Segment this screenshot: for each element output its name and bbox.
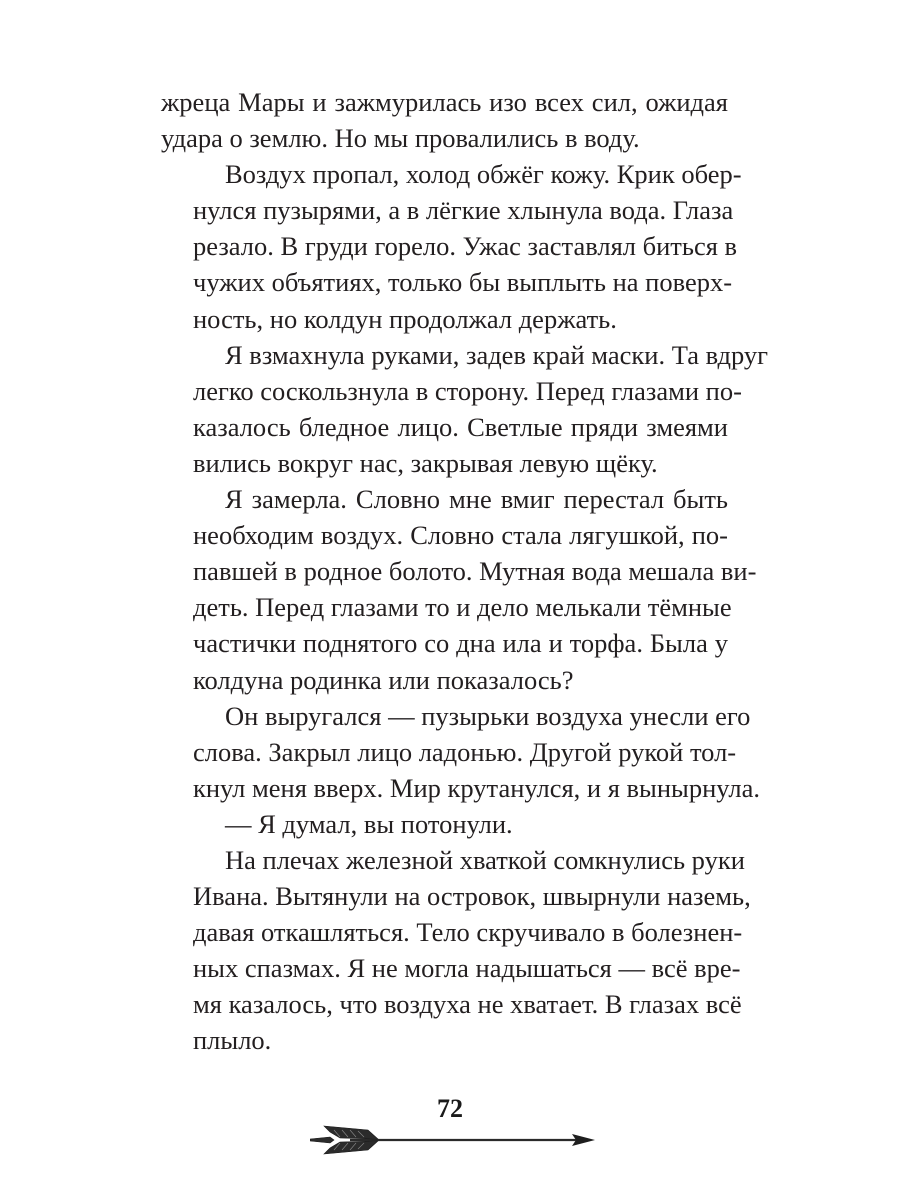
paragraph [161,84,728,156]
text-line: ность, но колдун продолжал держать. [193,303,617,334]
text-line: казалось бледное лицо. Светлые пряди змеями [193,411,728,442]
text-line: плыло. [193,1025,272,1056]
text-line: резало. В груди горело. Ужас заставлял биться в [193,231,738,262]
text-line: колдуна родинка или показалось? [193,664,574,695]
text-line: — Я думал, вы потонули. [225,808,513,839]
text-line: Ивана. Вытянули на островок, швырнули наземь, [193,881,751,912]
text-line: нулся пузырями, а в лёгкие хлынула вода. Глаза [193,195,734,226]
paragraph [161,481,757,698]
book-page-text [161,84,768,1059]
text-line: Я взмахнула руками, задев край маски. Та вдруг [225,339,768,370]
text-line: слова. Закрыл лицо ладонью. Другой рукой тол- [193,736,737,767]
text-line: удара о землю. Но мы провалились в воду. [161,123,640,154]
dialogue-paragraph [161,806,728,842]
text-line: Он выругался — пузырьки воздуха унесли его [225,700,751,731]
paragraph [161,698,760,806]
paragraph [161,337,768,481]
arrow-icon [310,1120,595,1160]
text-line: давая откашляться. Тело скручивало в болезнен- [193,917,743,948]
text-line: деть. Перед глазами то и дело мелькали тёмные [193,592,732,623]
text-line: легко соскользнула в сторону. Перед глазами по- [193,375,742,406]
text-line: необходим воздух. Словно стала лягушкой, по- [193,520,728,551]
text-line: кнул меня вверх. Мир крутанулся, и я вынырнула. [193,772,760,803]
text-line: вились вокруг нас, закрывая левую щёку. [193,447,658,478]
text-line: частички поднятого со дна ила и торфа. Была у [193,628,728,659]
text-line: Я замерла. Словно мне вмиг перестал быть [225,484,728,515]
text-line: На плечах железной хваткой сомкнулись руки [225,844,745,875]
page-number: 72 [437,1094,463,1123]
text-line: жреца Мары и зажмурилась изо всех сил, ожидая [161,87,728,117]
text-line: мя казалось, что воздуха не хватает. В глазах всё [193,989,742,1020]
text-line: павшей в родное болото. Мутная вода мешала ви- [193,556,757,587]
text-line: чужих объятиях, только бы выплыть на поверх- [193,267,733,298]
paragraph [161,156,742,336]
paragraph [161,842,751,1059]
text-line: Воздух пропал, холод обжёг кожу. Крик обер- [225,159,742,190]
text-line: ных спазмах. Я не могла надышаться — всё вре- [193,953,741,984]
